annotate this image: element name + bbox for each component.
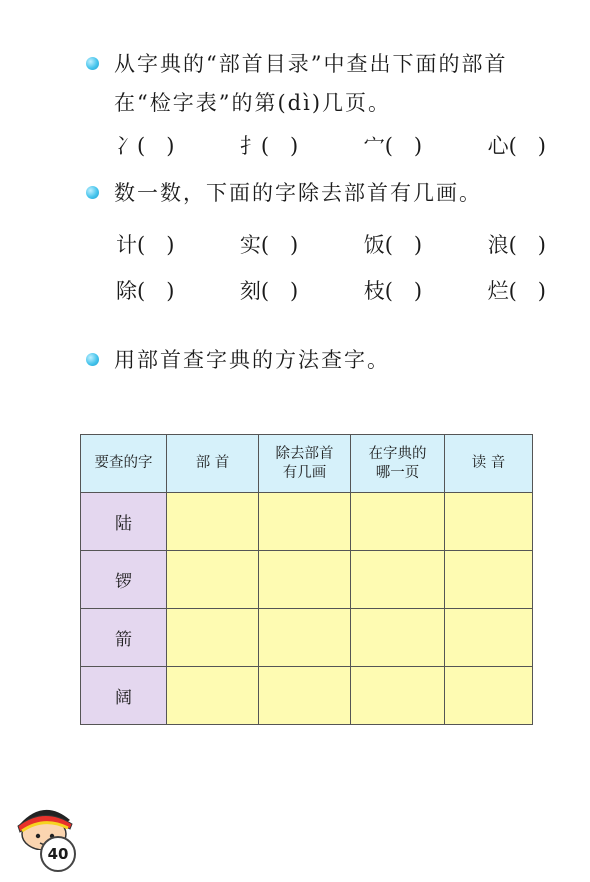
lookup-char: 锣 — [81, 551, 167, 609]
radical-item: 心( ) — [487, 134, 546, 158]
answer-cell[interactable] — [351, 667, 445, 725]
answer-cell[interactable] — [167, 493, 259, 551]
bullet-2 — [86, 186, 99, 199]
table-row — [81, 493, 533, 551]
stroke-count-item: 浪( ) — [487, 233, 546, 257]
answer-cell[interactable] — [445, 609, 533, 667]
page-number: 40 — [40, 836, 76, 872]
answer-cell[interactable] — [445, 493, 533, 551]
answer-cell[interactable] — [167, 609, 259, 667]
answer-cell[interactable] — [259, 667, 351, 725]
stroke-count-item: 除( ) — [116, 279, 175, 303]
stroke-count-item: 饭( ) — [363, 233, 423, 257]
radical-item: 冫( ) — [116, 134, 175, 158]
table-row — [81, 609, 533, 667]
instruction-1-line-2: 在“检字表”的第(dì)几页。 — [114, 91, 392, 115]
bullet-3 — [86, 353, 99, 366]
lookup-char: 箭 — [81, 609, 167, 667]
lookup-char: 阔 — [81, 667, 167, 725]
radical-row — [116, 130, 546, 160]
dictionary-lookup-table — [80, 434, 533, 725]
header-char: 要查的字 — [81, 435, 167, 493]
instruction-1-line-1: 从字典的“部首目录”中查出下面的部首 — [114, 52, 508, 76]
answer-cell[interactable] — [259, 551, 351, 609]
answer-cell[interactable] — [351, 493, 445, 551]
table-header-row — [81, 435, 533, 493]
radical-item: 扌( ) — [239, 134, 299, 158]
answer-cell[interactable] — [445, 551, 533, 609]
instruction-2: 数一数，下面的字除去部首有几画。 — [114, 181, 482, 205]
table-row — [81, 667, 533, 725]
instruction-3: 用部首查字典的方法查字。 — [114, 348, 390, 372]
table-row — [81, 551, 533, 609]
answer-cell[interactable] — [445, 667, 533, 725]
answer-cell[interactable] — [167, 667, 259, 725]
stroke-count-row-1 — [116, 229, 546, 259]
stroke-count-item: 刻( ) — [239, 279, 299, 303]
header-page: 在字典的 哪一页 — [351, 435, 445, 493]
stroke-count-item: 烂( ) — [487, 279, 546, 303]
stroke-count-row-2 — [116, 275, 546, 305]
header-strokes: 除去部首 有几画 — [259, 435, 351, 493]
radical-item: 宀( ) — [363, 134, 423, 158]
answer-cell[interactable] — [351, 609, 445, 667]
stroke-count-item: 计( ) — [116, 233, 175, 257]
header-radical: 部 首 — [167, 435, 259, 493]
stroke-count-item: 枝( ) — [363, 279, 423, 303]
bullet-1 — [86, 57, 99, 70]
header-pronunciation: 读 音 — [445, 435, 533, 493]
answer-cell[interactable] — [351, 551, 445, 609]
answer-cell[interactable] — [167, 551, 259, 609]
lookup-char: 陆 — [81, 493, 167, 551]
answer-cell[interactable] — [259, 493, 351, 551]
stroke-count-item: 实( ) — [239, 233, 299, 257]
answer-cell[interactable] — [259, 609, 351, 667]
